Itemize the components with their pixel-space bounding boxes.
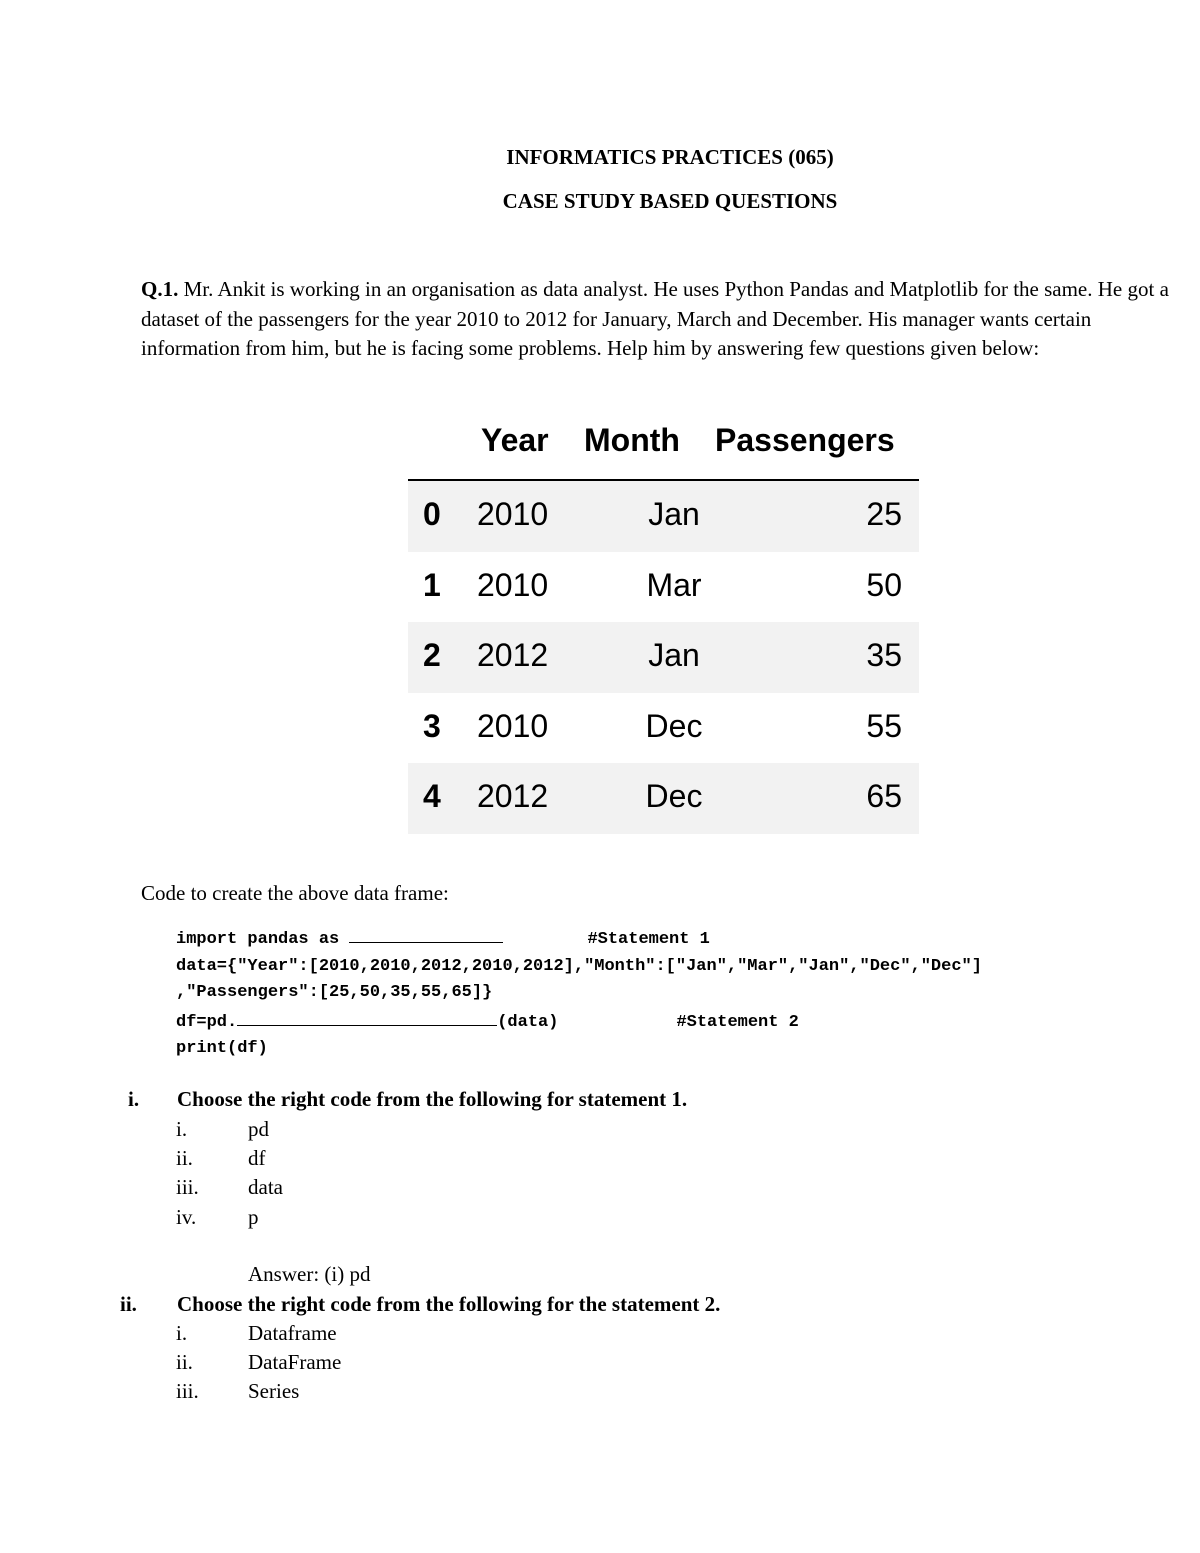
code-line-4: df=pd. (data) #Statement 2	[176, 1007, 982, 1037]
cell-passengers: 50	[866, 566, 902, 603]
option-text: p	[248, 1205, 259, 1229]
blank-statement-1	[349, 924, 503, 943]
row-index: 2	[423, 637, 441, 673]
dataframe-table	[408, 410, 919, 834]
document-subtitle: CASE STUDY BASED QUESTIONS	[502, 189, 838, 213]
option-text: data	[248, 1175, 283, 1199]
answer-text: Answer: (i) pd	[248, 1262, 371, 1286]
code-line-1: import pandas as #Statement 1	[176, 924, 982, 954]
option-number: ii.	[176, 1350, 193, 1374]
option-number: iii.	[176, 1379, 199, 1403]
option-text: DataFrame	[248, 1350, 342, 1374]
option-number: ii.	[176, 1146, 193, 1170]
option-number: i.	[176, 1321, 188, 1345]
column-header-month: Month	[584, 422, 680, 458]
row-index: 3	[423, 707, 441, 744]
blank-statement-2	[237, 1007, 497, 1026]
cell-year: 2010	[477, 707, 549, 744]
option-text: pd	[248, 1117, 269, 1141]
cell-year: 2010	[477, 496, 549, 532]
question-text: Choose the right code from the following for the statement 2.	[177, 1292, 721, 1316]
cell-month: Mar	[646, 566, 702, 603]
question-number: i.	[128, 1087, 140, 1111]
cell-month: Dec	[645, 707, 703, 744]
cell-passengers: 65	[866, 778, 902, 814]
code-line-2: data={"Year":[2010,2010,2012,2010,2012],"Month":["Jan","Mar","Jan","Dec","Dec"]	[176, 956, 982, 976]
cell-passengers: 55	[866, 707, 902, 744]
column-header-year: Year	[481, 422, 549, 458]
code-line-3: ,"Passengers":[25,50,35,55,65]}	[176, 983, 493, 1002]
table-row	[408, 763, 919, 834]
option-number: i.	[176, 1117, 188, 1141]
code-line-5: print(df)	[176, 1039, 268, 1058]
cell-year: 2010	[477, 566, 549, 603]
document-title: INFORMATICS PRACTICES (065)	[506, 145, 834, 169]
option-text: Series	[248, 1379, 300, 1403]
cell-year: 2012	[477, 778, 549, 814]
question-1-intro	[141, 275, 1171, 364]
question-1-label: Q.1.	[141, 277, 179, 301]
column-header-passengers: Passengers	[715, 422, 895, 458]
dataframe-header-row	[408, 410, 919, 481]
option-number: iii.	[176, 1175, 199, 1199]
table-row	[408, 552, 919, 623]
option-text: Dataframe	[248, 1321, 337, 1345]
row-index: 4	[423, 778, 441, 814]
question-text: Choose the right code from the following for statement 1.	[177, 1087, 688, 1111]
cell-month: Jan	[648, 637, 700, 673]
question-number: ii.	[120, 1292, 137, 1316]
row-index: 1	[423, 566, 441, 603]
row-index: 0	[423, 496, 441, 532]
option-text: df	[248, 1146, 266, 1170]
table-row	[408, 481, 919, 552]
question-1-text: Mr. Ankit is working in an organisation as data analyst. He uses Python Pandas and Matplotlib for the same. He got a dataset of the passengers for the year 2010 to 2012 for January, March and December. His manager wants certain information from him, but he is facing some problems. Help him by answering few questions given below:	[141, 277, 1169, 361]
statement-2-comment: #Statement 2	[676, 1012, 799, 1032]
table-row	[408, 693, 919, 764]
cell-year: 2012	[477, 637, 549, 673]
cell-passengers: 35	[866, 637, 902, 673]
statement-1-comment: #Statement 1	[587, 930, 710, 949]
code-label: Code to create the above data frame:	[141, 881, 449, 905]
cell-passengers: 25	[866, 496, 902, 532]
table-row	[408, 622, 919, 693]
cell-month: Jan	[648, 496, 700, 532]
code-block	[176, 924, 982, 1063]
option-number: iv.	[176, 1205, 197, 1229]
cell-month: Dec	[645, 778, 703, 814]
